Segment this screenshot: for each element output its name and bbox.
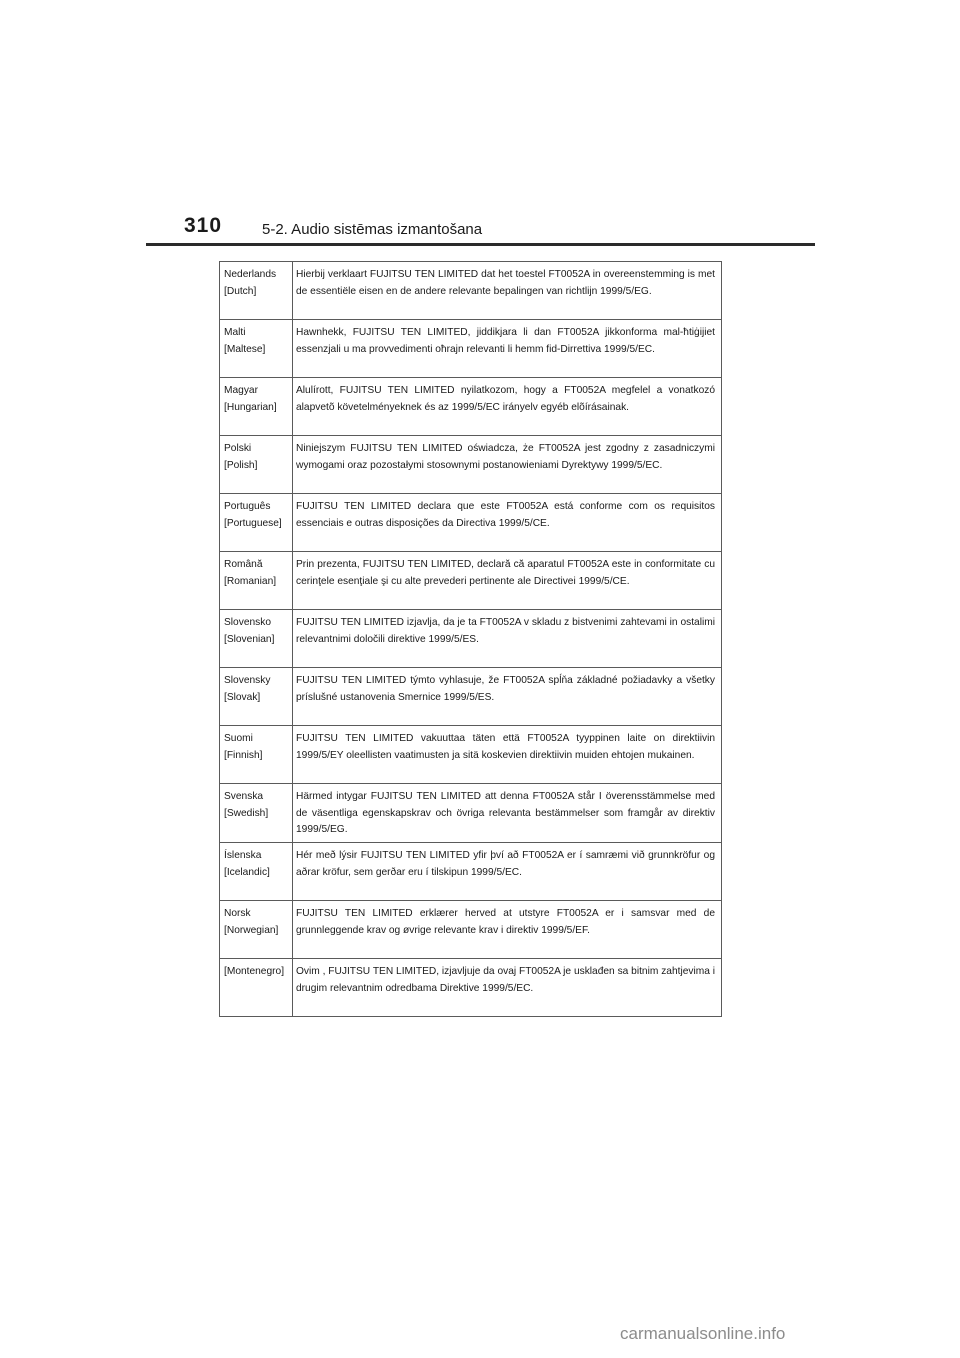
language-cell [220, 320, 293, 378]
language-cell [220, 843, 293, 901]
language-code: [Montenegro] [224, 966, 285, 977]
declaration-text: FUJITSU TEN LIMITED erklærer herved at utstyre FT0052A er i samsvar med de grunnleggende krav og øvrige relevante krav i direktiv 1999/5/EF. [293, 901, 722, 959]
declaration-text: Hawnhekk, FUJITSU TEN LIMITED, jiddikjara li dan FT0052A jikkonforma mal-ħtiġijiet essenzjali u ma provvedimenti oħrajn relevanti li hemm fid-Dirrettiva 1999/5/EC. [293, 320, 722, 378]
language-cell [220, 262, 293, 320]
declaration-text: Niniejszym FUJITSU TEN LIMITED oświadcza, że FT0052A jest zgodny z zasadniczymi wymogami oraz pozostałymi stosownymi postanowieniami Dyrektywy 1999/5/EC. [293, 436, 722, 494]
language-code: [Slovenian] [224, 633, 275, 645]
language-cell [220, 901, 293, 959]
table-row [220, 378, 722, 436]
language-code: [Norwegian] [224, 924, 279, 936]
language-name: Slovensky [224, 675, 271, 686]
footer-watermark: carmanualsonline.info [620, 1324, 786, 1343]
table-row [220, 494, 722, 552]
language-code: [Dutch] [224, 285, 257, 297]
language-name: Norsk [224, 908, 251, 919]
table-row [220, 320, 722, 378]
declaration-text: Alulírott, FUJITSU TEN LIMITED nyilatkozom, hogy a FT0052A megfelel a vonatkozó alapvetõ követelményeknek és az 1999/5/EC irányelv egyéb elõírásainak. [293, 378, 722, 436]
language-code: [Portuguese] [224, 517, 282, 529]
table-row [220, 959, 722, 1017]
declaration-text: Ovim , FUJITSU TEN LIMITED, izjavljuje da ovaj FT0052A je usklađen sa bitnim zahtjevima i drugim relevantnim odredbama Direktive 1999/5/EC. [293, 959, 722, 1017]
table-row [220, 668, 722, 726]
language-name: Română [224, 559, 263, 570]
table-row [220, 610, 722, 668]
declaration-text: FUJITSU TEN LIMITED týmto vyhlasuje, že FT0052A spĺňa základné požiadavky a všetky príslušné ustanovenia Smernice 1999/5/ES. [293, 668, 722, 726]
table-row [220, 726, 722, 784]
language-name: Suomi [224, 733, 253, 744]
section-title: 5-2. Audio sistēmas izmantošana [262, 221, 483, 238]
declaration-table [219, 261, 722, 1017]
language-name: Slovensko [224, 617, 272, 628]
declaration-text: Härmed intygar FUJITSU TEN LIMITED att denna FT0052A står I överensstämmelse med de väsentliga egenskapskrav och övriga relevanta bestämmelser som framgår av direktiv 1999/5/EG. [293, 784, 722, 843]
page-number: 310 [184, 214, 223, 237]
language-cell [220, 610, 293, 668]
language-cell [220, 959, 293, 1017]
table-row [220, 436, 722, 494]
language-cell [220, 436, 293, 494]
header-rule [146, 243, 815, 246]
declaration-text: FUJITSU TEN LIMITED izjavlja, da je ta FT0052A v skladu z bistvenimi zahtevami in ostalimi relevantnimi določili direktive 1999/5/ES. [293, 610, 722, 668]
language-name: Nederlands [224, 269, 277, 280]
table-row [220, 262, 722, 320]
language-name: Malti [224, 327, 246, 338]
table-row [220, 552, 722, 610]
table-row [220, 843, 722, 901]
table-row [220, 901, 722, 959]
language-code: [Slovak] [224, 691, 261, 703]
language-cell [220, 552, 293, 610]
language-code: [Icelandic] [224, 866, 270, 878]
language-cell [220, 784, 293, 843]
declaration-text: Prin prezenta, FUJITSU TEN LIMITED, declară că aparatul FT0052A este in conformitate cu cerinţele esenţiale şi cu alte prevederi pertinente ale Directivei 1999/5/CE. [293, 552, 722, 610]
language-name: Polski [224, 443, 252, 454]
language-name: Magyar [224, 385, 258, 396]
language-code: [Romanian] [224, 575, 277, 587]
language-code: [Swedish] [224, 807, 269, 819]
declaration-text: Hierbij verklaart FUJITSU TEN LIMITED dat het toestel FT0052A in overeenstemming is met de essentiële eisen en de andere relevante bepalingen van richtlijn 1999/5/EG. [293, 262, 722, 320]
language-code: [Hungarian] [224, 401, 277, 413]
language-cell [220, 494, 293, 552]
declaration-text: Hér með lýsir FUJITSU TEN LIMITED yfir því að FT0052A er í samræmi við grunnkröfur og aðrar kröfur, sem gerðar eru í tilskipun 1999/5/EC. [293, 843, 722, 901]
language-name: Íslenska [224, 850, 262, 861]
declaration-text: FUJITSU TEN LIMITED declara que este FT0052A está conforme com os requisitos essenciais e outras disposições da Directiva 1999/5/CE. [293, 494, 722, 552]
table-row [220, 784, 722, 843]
language-cell [220, 668, 293, 726]
language-name: Svenska [224, 791, 264, 802]
declaration-text: FUJITSU TEN LIMITED vakuuttaa täten että FT0052A tyyppinen laite on direktiivin 1999/5/EY oleellisten vaatimusten ja sitä koskevien direktiivin muiden ehtojen mukainen. [293, 726, 722, 784]
language-cell [220, 378, 293, 436]
language-code: [Finnish] [224, 749, 263, 761]
language-code: [Maltese] [224, 343, 266, 355]
language-code: [Polish] [224, 459, 258, 471]
language-name: Português [224, 501, 271, 512]
language-cell [220, 726, 293, 784]
